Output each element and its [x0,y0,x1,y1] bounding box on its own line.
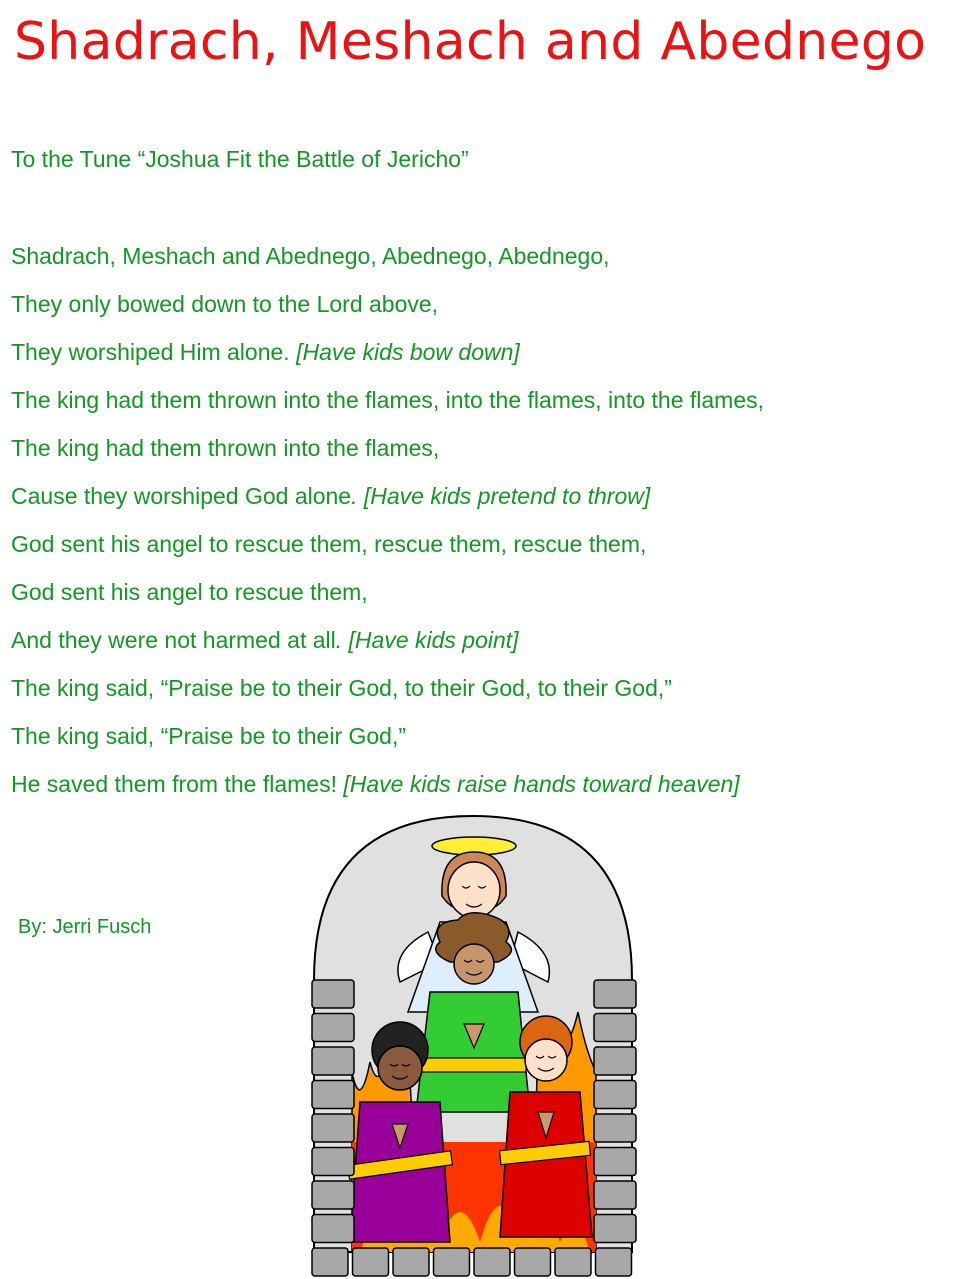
stone-brick [594,1014,636,1042]
stage-direction: [Have kids raise hands toward heaven] [343,771,740,797]
stone-brick [393,1248,429,1276]
lyric-line: He saved them from the flames! [Have kids raise hands toward heaven] [11,771,740,797]
stone-brick [353,1248,389,1276]
stone-brick [594,1181,636,1209]
lyric-line: Shadrach, Meshach and Abednego, Abednego, Abednego, [11,243,610,269]
stone-brick [312,1248,348,1276]
author-credit: By: Jerri Fusch [18,916,152,938]
stone-brick [594,1215,636,1243]
lyric-line: God sent his angel to rescue them, rescue them, rescue them, [11,531,647,557]
lyric-line: The king had them thrown into the flames, into the flames, into the flames, [11,387,765,413]
lyric-line: The king said, “Praise be to their God,” [11,723,407,749]
stone-brick [312,1114,354,1142]
stone-brick [312,1014,354,1042]
lyric-line: And they were not harmed at all. [Have kids point] [11,627,519,653]
tune-line: To the Tune “Joshua Fit the Battle of Jericho” [11,146,469,172]
lyric-line: The king had them thrown into the flames, [11,435,440,461]
stage-direction: . [Have kids point] [335,627,519,653]
stone-brick [312,980,354,1008]
stone-brick [312,1215,354,1243]
stone-brick [312,1047,354,1075]
stone-brick [594,1148,636,1176]
lyric-line: Cause they worshiped God alone. [Have kids pretend to throw] [11,483,651,509]
lyric-line: They worshiped Him alone. [Have kids bow down] [11,339,520,365]
lyric-line: The king said, “Praise be to their God, to their God, to their God,” [11,675,672,701]
lyrics-list [11,240,764,816]
stone-brick [594,1081,636,1109]
stone-brick [596,1248,632,1276]
stone-brick [594,980,636,1008]
stone-brick [312,1148,354,1176]
page-title: Shadrach, Meshach and Abednego [14,12,927,72]
stone-brick [594,1114,636,1142]
stage-direction: . [Have kids pretend to throw] [351,483,651,509]
stone-brick [594,1047,636,1075]
lyric-line: They only bowed down to the Lord above, [11,291,439,317]
stone-brick [515,1248,551,1276]
stone-brick [312,1181,354,1209]
stone-brick [434,1248,470,1276]
stone-brick [312,1081,354,1109]
lyric-line: God sent his angel to rescue them, [11,579,368,605]
furnace-illustration [300,812,646,1279]
stone-brick [555,1248,591,1276]
stone-brick [474,1248,510,1276]
stage-direction: [Have kids bow down] [296,339,520,365]
